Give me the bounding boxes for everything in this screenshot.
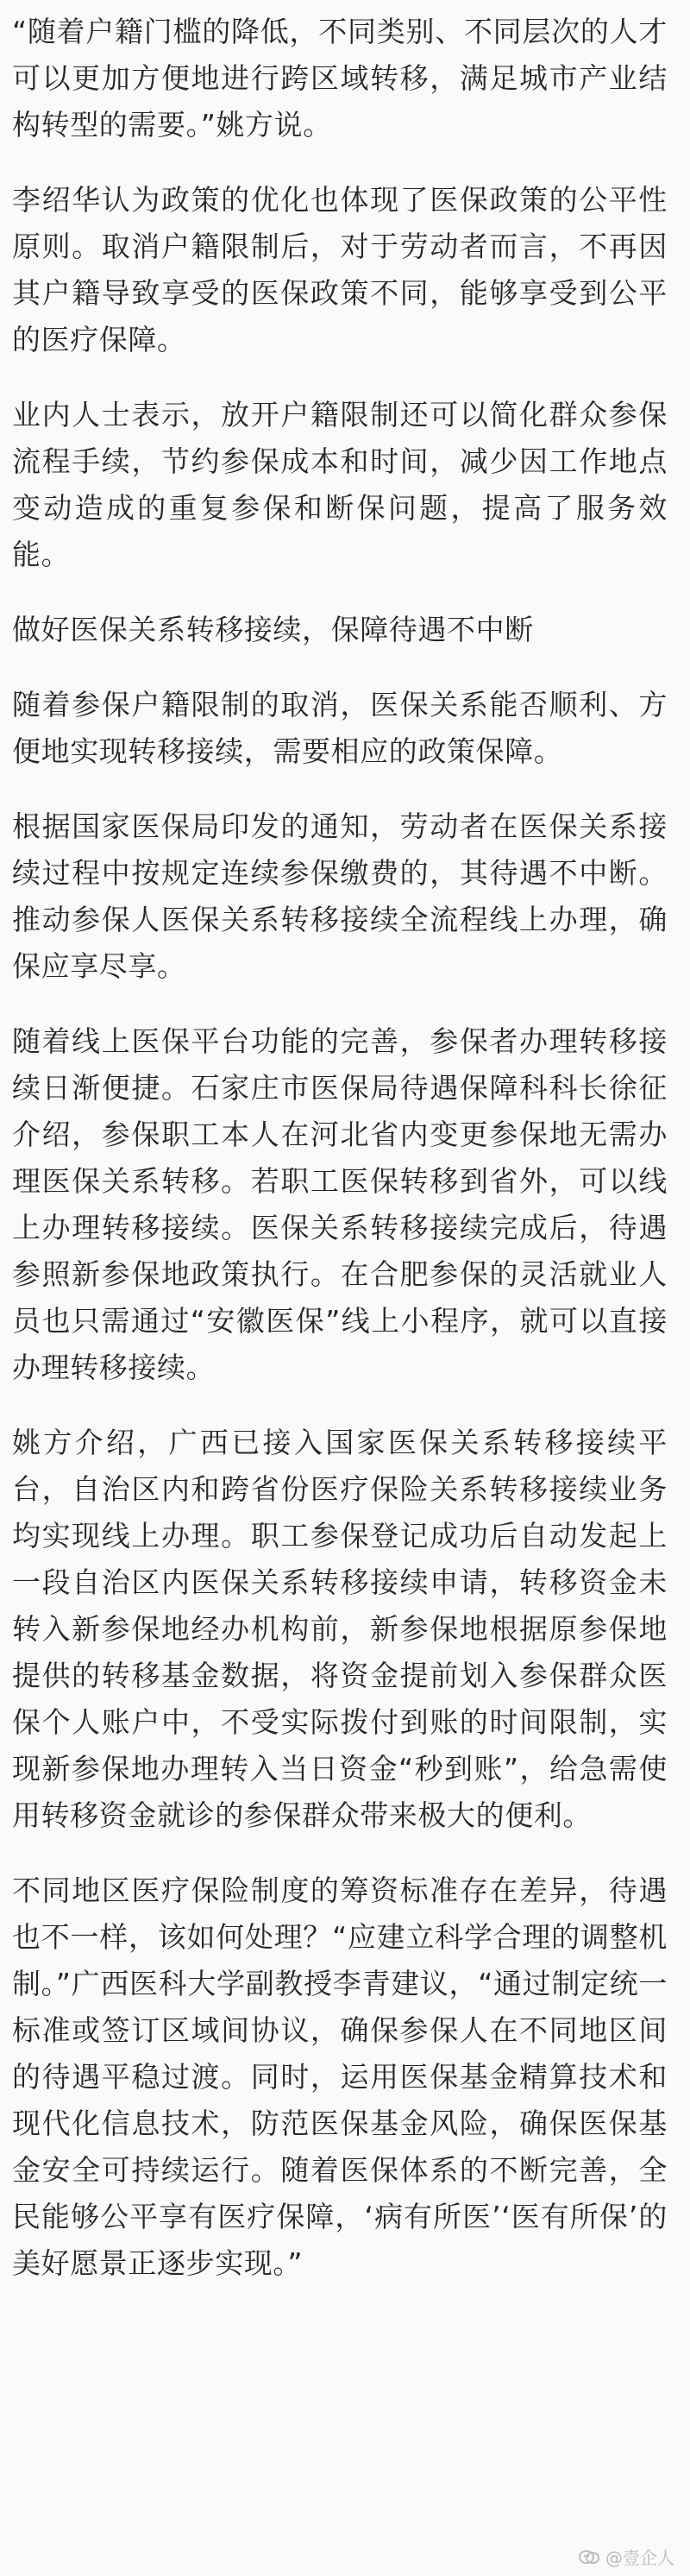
paragraph-8: 姚方介绍，广西已接入国家医保关系转移接续平台，自治区内和跨省份医疗保险关系转移接续业务均实现线上办理。职工参保登记成功后自动发起上一段自治区内医保关系转移接续申请，转移资金未转入新参保地经办机构前，新参保地根据原参保地提供的转移基金数据，将资金提前划入参保群众医保个人账户中，不受实际拨付到账的时间限制，实现新参保地办理转入当日资金“秒到账”，给急需使用转移资金就诊的参保群众带来极大的便利。	[12, 1426, 668, 1832]
paragraph-2: 李绍华认为政策的优化也体现了医保政策的公平性原则。取消户籍限制后，对于劳动者而言，不再因其户籍导致享受的医保政策不同，能够享受到公平的医疗保障。	[12, 183, 668, 356]
paragraph-7: 随着线上医保平台功能的完善，参保者办理转移接续日渐便捷。石家庄市医保局待遇保障科科长徐征介绍，参保职工本人在河北省内变更参保地无需办理医保关系转移。若职工医保转移到省外，可以线上办理转移接续。医保关系转移接续完成后，待遇参照新参保地政策执行。在合肥参保的灵活就业人员也只需通过“安徽医保”线上小程序，就可以直接办理转移接续。	[12, 1024, 668, 1384]
watermark-text: @壹企人	[605, 2548, 674, 2568]
paragraph-9: 不同地区医疗保险制度的筹资标准存在差异，待遇也不一样，该如何处理？“应建立科学合理的调整机制。”广西医科大学副教授李青建议，“通过制定统一标准或签订区域间协议，确保参保人在不同地区间的待遇平稳过渡。同时，运用医保基金精算技术和现代化信息技术，防范医保基金风险，确保医保基金安全可持续运行。随着医保体系的不断完善，全民能够公平享有医疗保障，‘病有所医’‘医有所保’的美好愿景正逐步实现。”	[12, 1874, 668, 2280]
paragraph-5: 随着参保户籍限制的取消，医保关系能否顺利、方便地实现转移接续，需要相应的政策保障。	[12, 688, 668, 768]
watermark	[578, 2544, 674, 2569]
section-subheading: 做好医保关系转移接续，保障待遇不中断	[12, 613, 534, 646]
paragraph-3: 业内人士表示，放开户籍限制还可以简化群众参保流程手续，节约参保成本和时间，减少因工作地点变动造成的重复参保和断保问题，提高了服务效能。	[12, 398, 668, 571]
watermark-logo-icon	[578, 2548, 600, 2567]
paragraph-1: “随着户籍门槛的降低，不同类别、不同层次的人才可以更加方便地进行跨区域转移，满足城市产业结构转型的需要。”姚方说。	[12, 15, 668, 142]
paragraph-6: 根据国家医保局印发的通知，劳动者在医保关系接续过程中按规定连续参保缴费的，其待遇不中断。推动参保人医保关系转移接续全流程线上办理，确保应享尽享。	[12, 809, 668, 983]
